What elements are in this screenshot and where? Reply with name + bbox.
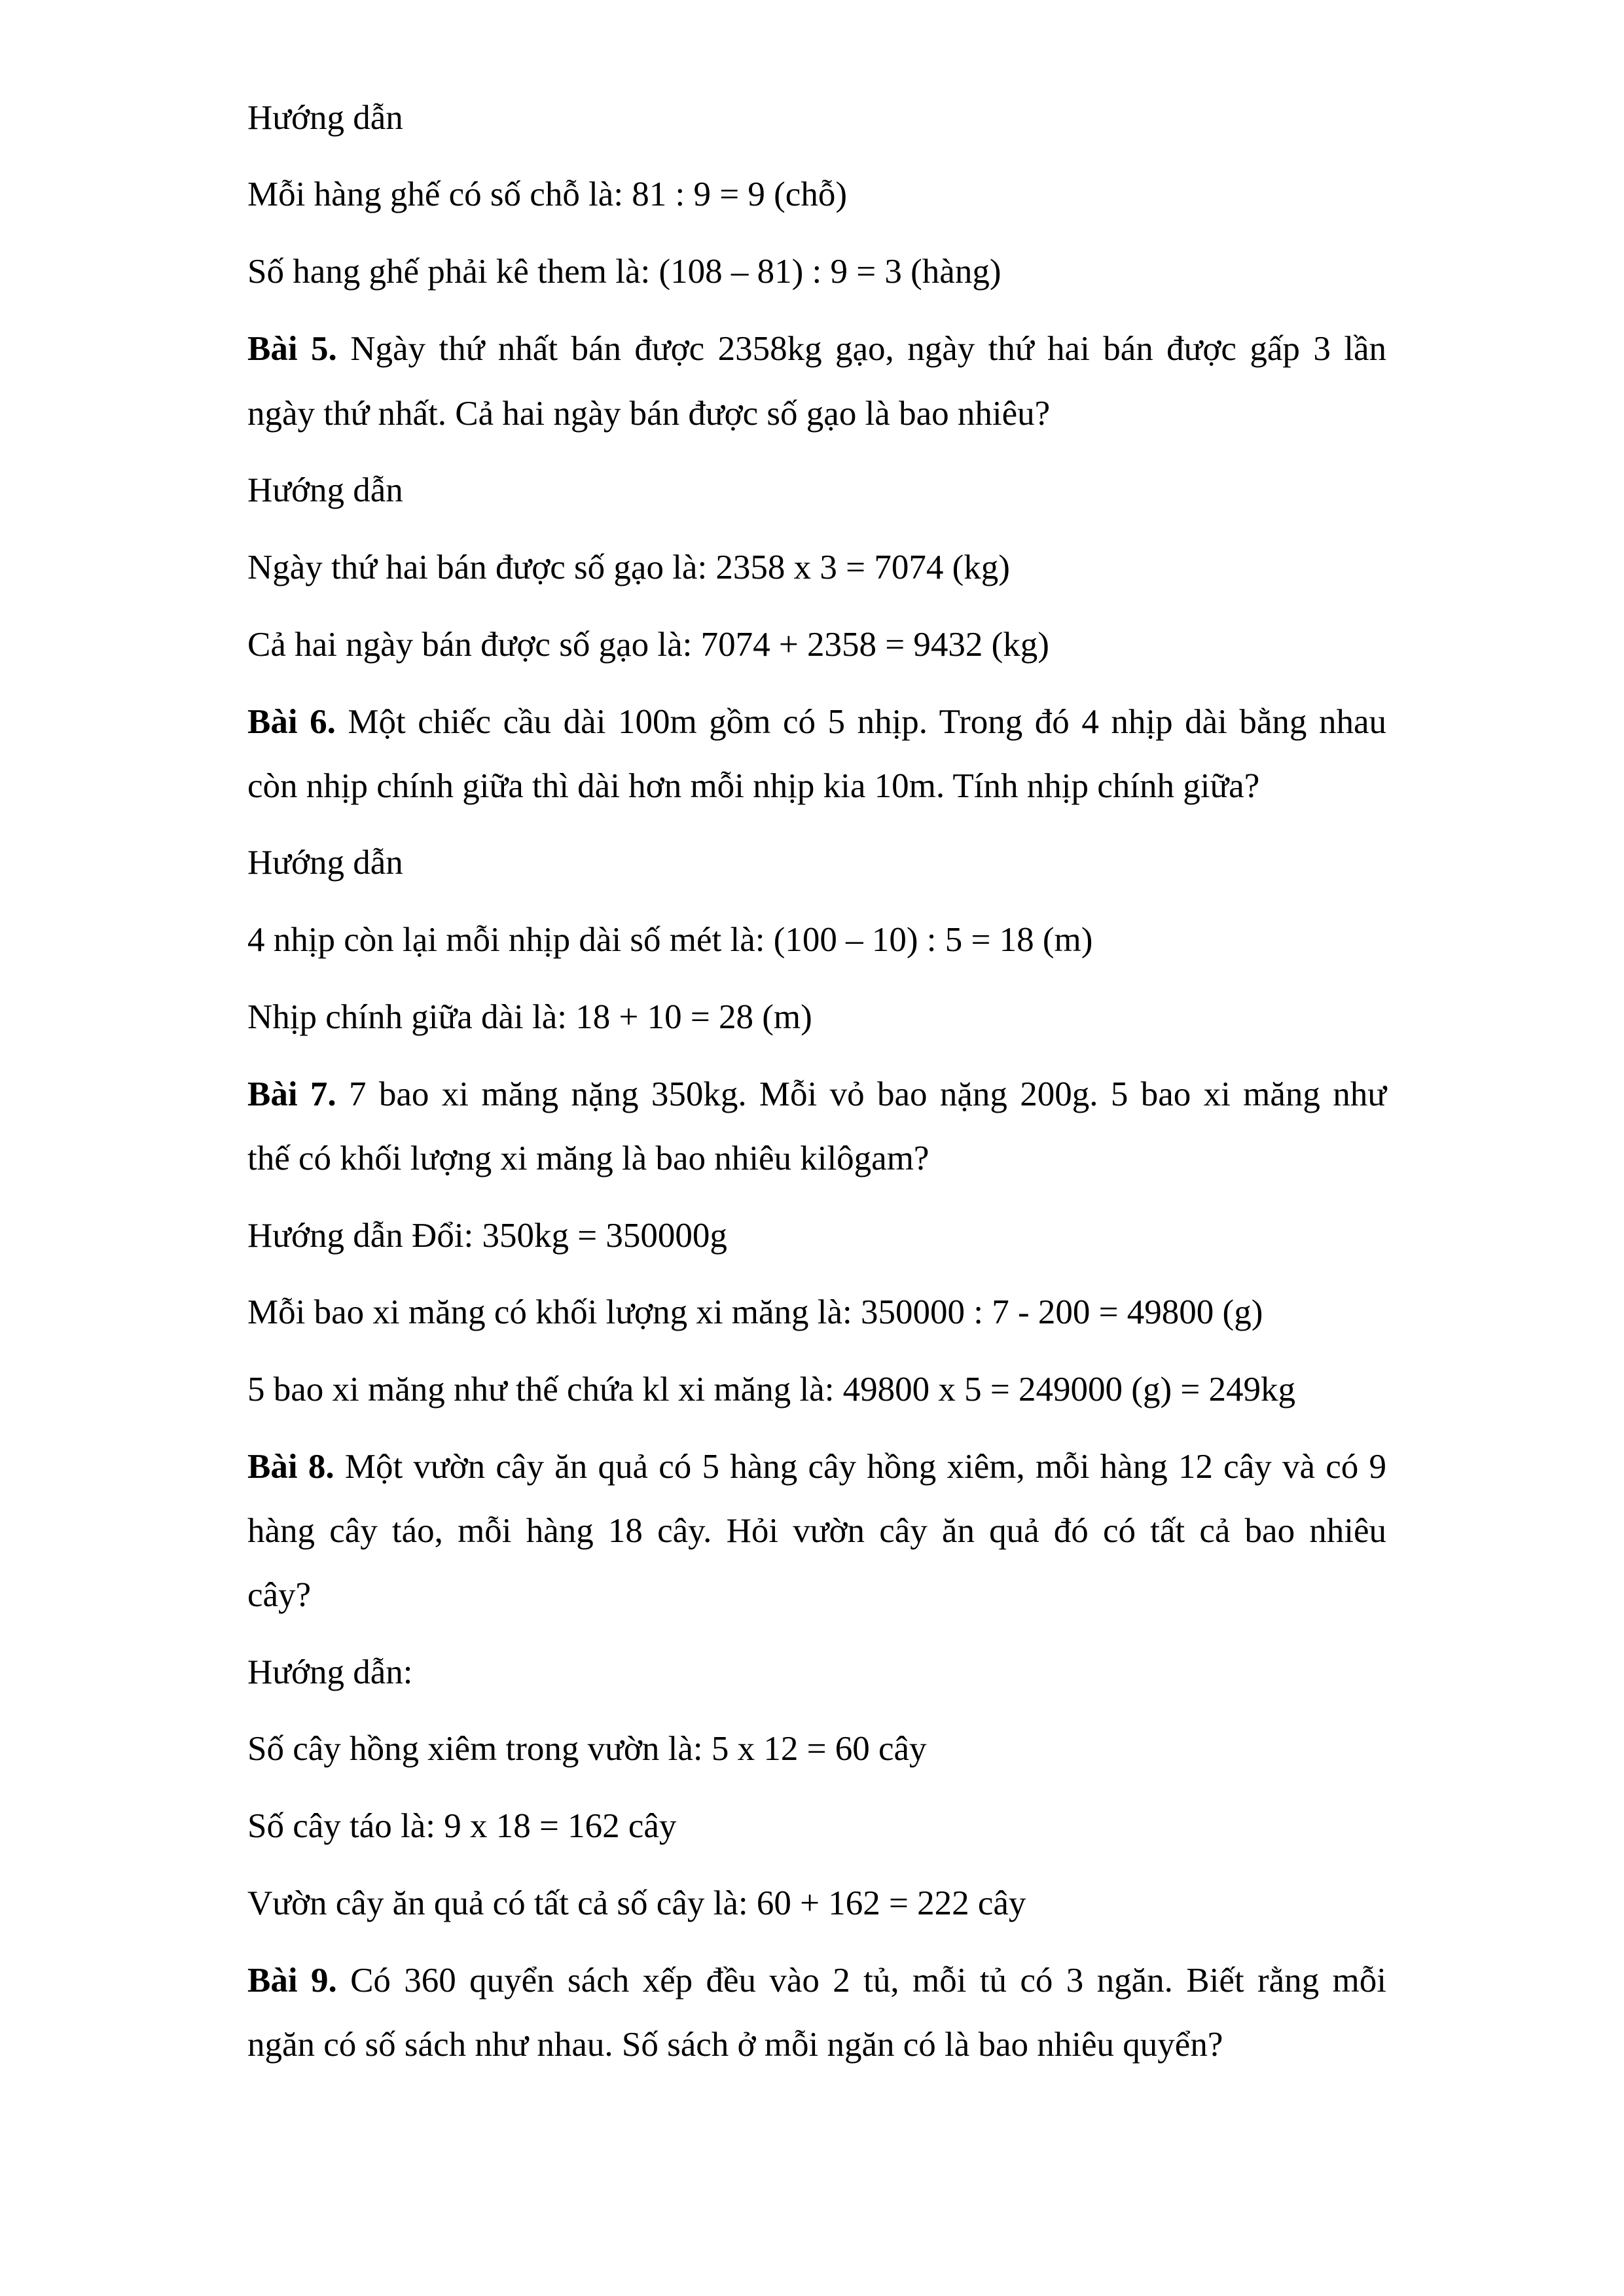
- text-line: thế có khối lượng xi măng là bao nhiêu kilôgam?: [247, 1139, 929, 1177]
- text-line: 4 nhịp còn lại mỗi nhịp dài số mét là: (100 – 10) : 5 = 18 (m): [247, 921, 1093, 959]
- text-line: Hướng dẫn: [247, 471, 403, 509]
- text-line: hàng cây táo, mỗi hàng 18 cây. Hỏi vườn cây ăn quả đó có tất cả bao nhiêu: [247, 1512, 1386, 1550]
- text-line: 5 bao xi măng như thế chứa kl xi măng là: 49800 x 5 = 249000 (g) = 249kg: [247, 1371, 1295, 1408]
- exercise-label: Bài 8.: [247, 1448, 334, 1486]
- text-line: ngày thứ nhất. Cả hai ngày bán được số gạo là bao nhiêu?: [247, 395, 1051, 433]
- text-line: ngăn có số sách như nhau. Số sách ở mỗi ngăn có là bao nhiêu quyển?: [247, 2026, 1223, 2064]
- text-line: Hướng dẫn Đổi: 350kg = 350000g: [247, 1217, 727, 1255]
- text-line: Hướng dẫn:: [247, 1653, 413, 1691]
- text-line: Cả hai ngày bán được số gạo là: 7074 + 2358 = 9432 (kg): [247, 626, 1049, 664]
- document-page: [247, 0, 1386, 2296]
- exercise-label: Bài 9.: [247, 1962, 337, 2000]
- exercise-7-line: Bài 7. 7 bao xi măng nặng 350kg. Mỗi vỏ bao nặng 200g. 5 bao xi măng như: [247, 1075, 1386, 1113]
- text-line: Hướng dẫn: [247, 99, 403, 137]
- text-line: Số hang ghế phải kê them là: (108 – 81) : 9 = 3 (hàng): [247, 253, 1001, 291]
- text-line: cây?: [247, 1576, 312, 1614]
- text-line: Nhịp chính giữa dài là: 18 + 10 = 28 (m): [247, 998, 812, 1036]
- text-line: Mỗi bao xi măng có khối lượng xi măng là: 350000 : 7 - 200 = 49800 (g): [247, 1293, 1263, 1331]
- text-line: Số cây hồng xiêm trong vườn là: 5 x 12 = 60 cây: [247, 1730, 927, 1768]
- text-line: Số cây táo là: 9 x 18 = 162 cây: [247, 1807, 677, 1845]
- text-line: Mỗi hàng ghế có số chỗ là: 81 : 9 = 9 (chỗ): [247, 175, 847, 213]
- exercise-label: Bài 6.: [247, 703, 336, 741]
- text-line: Ngày thứ hai bán được số gạo là: 2358 x 3 = 7074 (kg): [247, 548, 1010, 586]
- text-line: Hướng dẫn: [247, 844, 403, 882]
- exercise-9-line: Bài 9. Có 360 quyển sách xếp đều vào 2 tủ, mỗi tủ có 3 ngăn. Biết rằng mỗi: [247, 1962, 1386, 2000]
- exercise-label: Bài 7.: [247, 1075, 336, 1113]
- text-line: còn nhịp chính giữa thì dài hơn mỗi nhịp kia 10m. Tính nhịp chính giữa?: [247, 767, 1260, 805]
- exercise-5-line: Bài 5. Ngày thứ nhất bán được 2358kg gạo, ngày thứ hai bán được gấp 3 lần: [247, 330, 1387, 368]
- exercise-label: Bài 5.: [247, 330, 337, 368]
- text-line: Vườn cây ăn quả có tất cả số cây là: 60 + 162 = 222 cây: [247, 1884, 1026, 1922]
- exercise-6-line: Bài 6. Một chiếc cầu dài 100m gồm có 5 nhịp. Trong đó 4 nhịp dài bằng nhau: [247, 703, 1386, 741]
- exercise-8-line: Bài 8. Một vườn cây ăn quả có 5 hàng cây hồng xiêm, mỗi hàng 12 cây và có 9: [247, 1448, 1387, 1486]
